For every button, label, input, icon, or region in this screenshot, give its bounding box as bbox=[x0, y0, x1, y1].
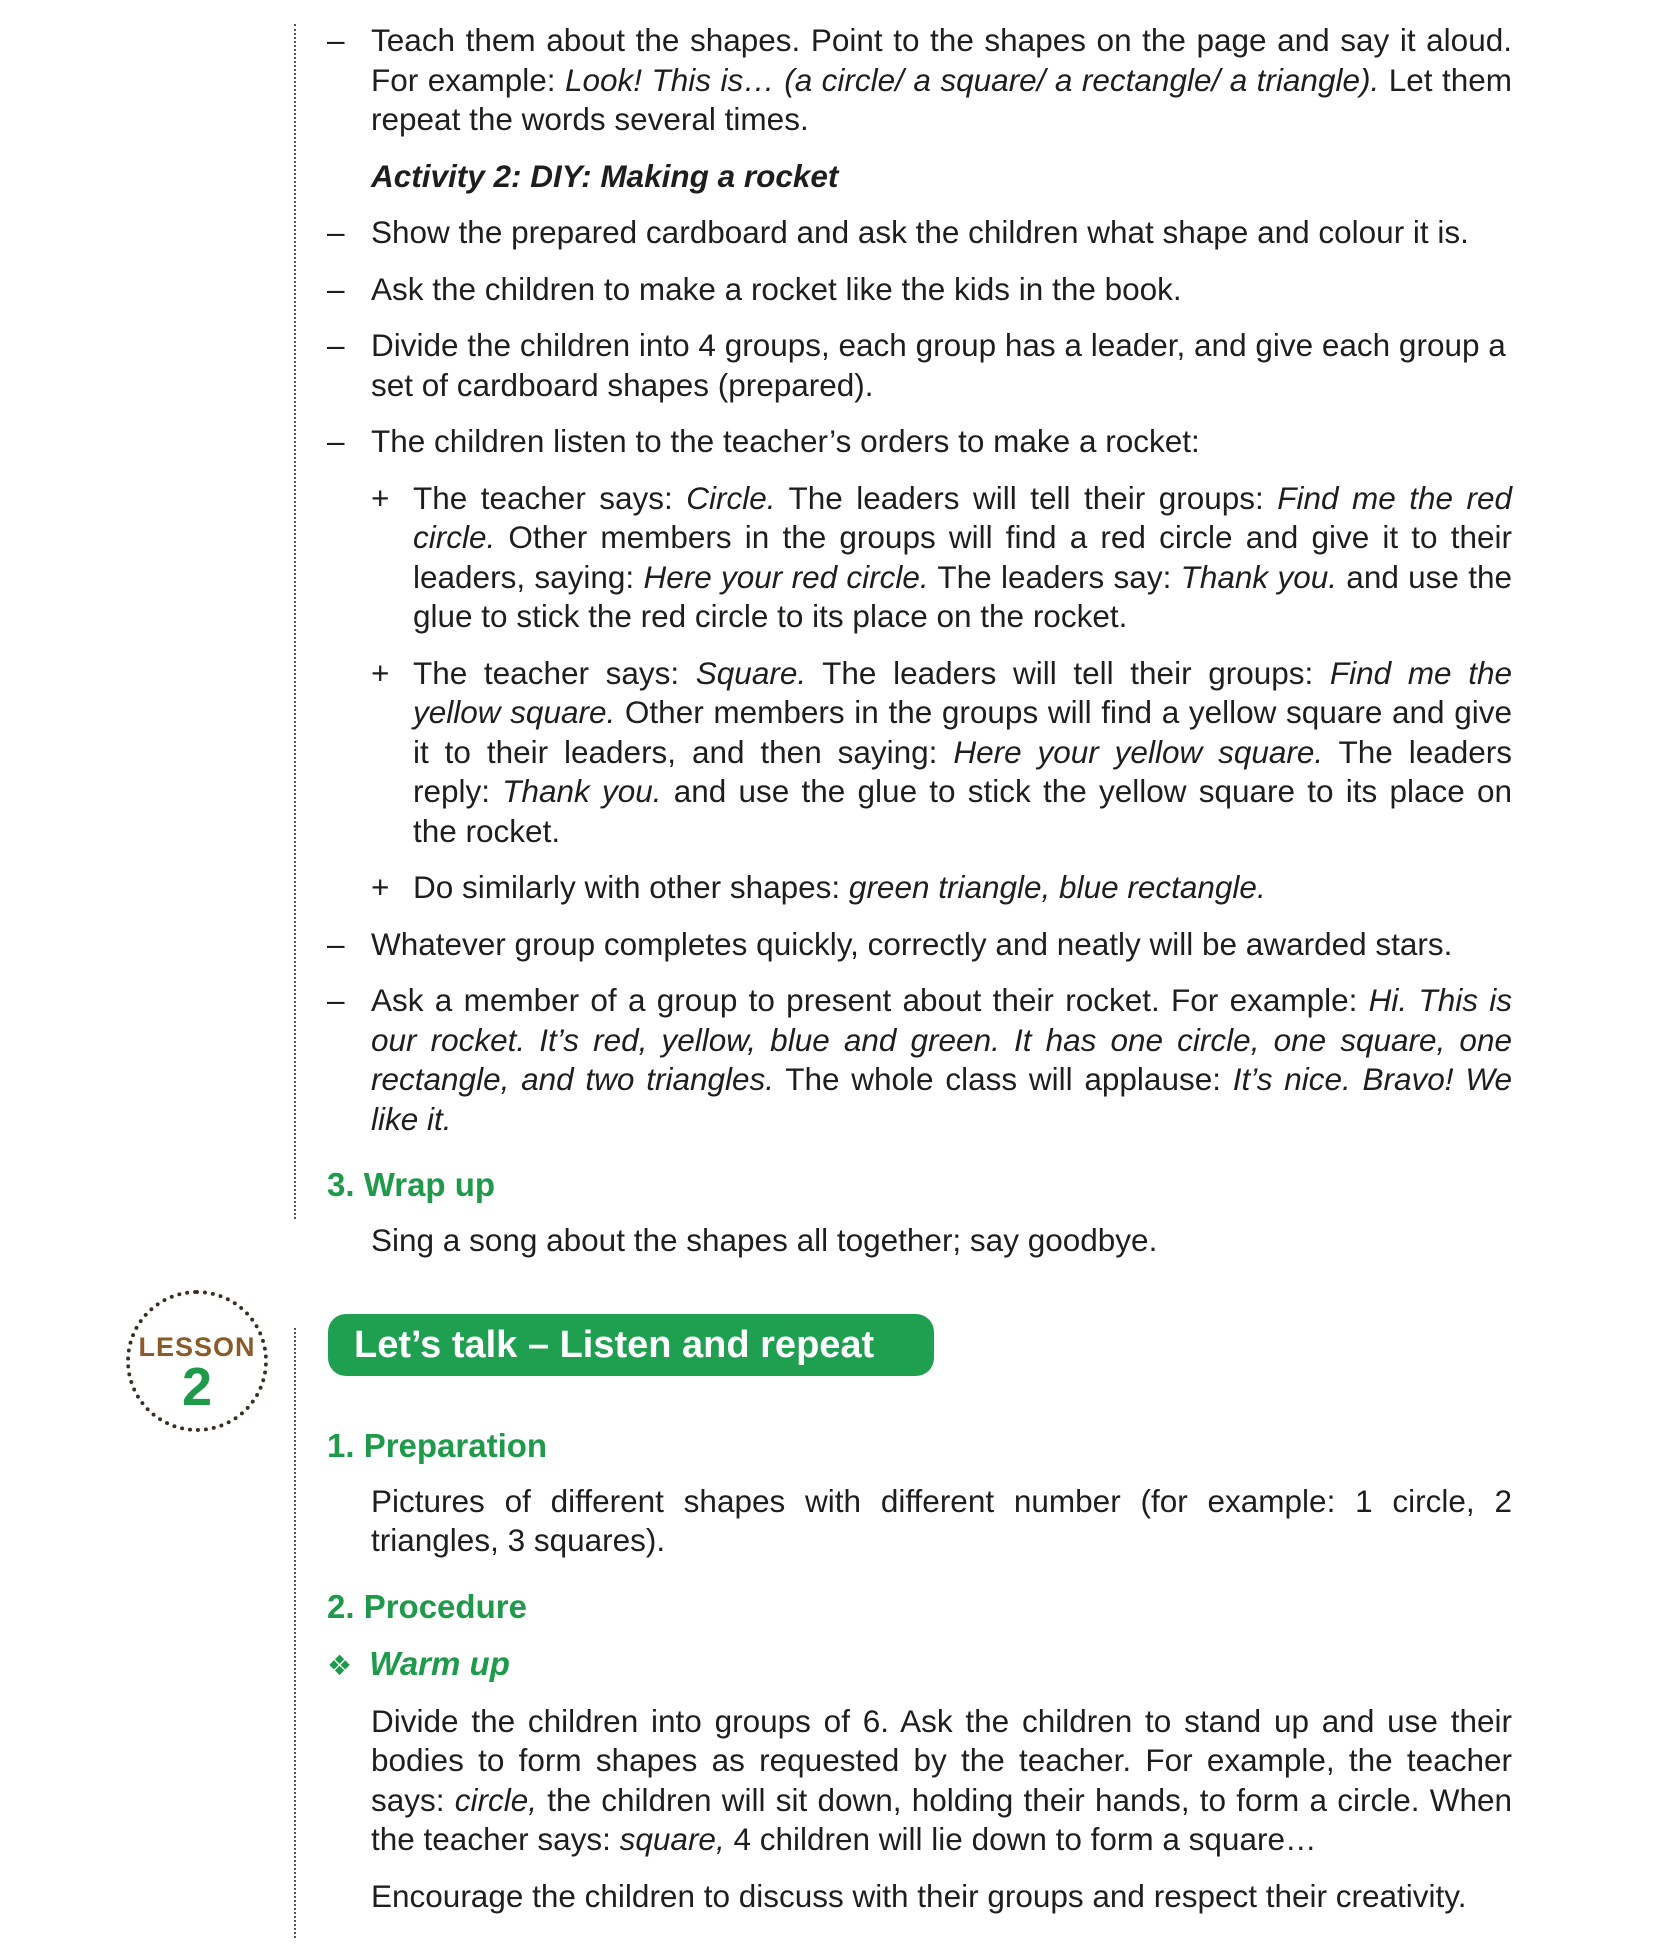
dash-marker: – bbox=[327, 270, 345, 307]
activity-section bbox=[327, 21, 1512, 1277]
margin-dotted-rule-top bbox=[294, 24, 296, 1219]
dash-marker: – bbox=[327, 327, 345, 363]
plus-marker: + bbox=[371, 654, 390, 691]
dash-marker: – bbox=[327, 214, 345, 250]
diamond-bullet-icon: ❖ bbox=[327, 1650, 353, 1681]
lesson-title-banner: Let’s talk – Listen and repeat bbox=[328, 1314, 934, 1376]
warm-up-paragraph: Divide the children into groups of 6. Ask the children to stand up and use their bodies to form shapes as requested by the teacher. For example, the teacher says: circle, the children will sit down, holding their hands, to form a circle. When the teacher says: square, 4 children will lie down to form a square… bbox=[371, 1702, 1513, 1857]
plus-marker: + bbox=[371, 869, 390, 905]
sub-list-item: + The teacher says: Square. The leaders will tell their groups: Find me the yellow square. Other members in the groups will find a yellow square and give it to their leaders, and then saying: Here your yellow square. The leaders reply: Thank you. and use the glue to stick the yellow square to its place on the rocket. bbox=[371, 654, 1513, 849]
list-item: – The children listen to the teacher’s orders to make a rocket: bbox=[327, 422, 1512, 462]
margin-dotted-rule-bottom bbox=[294, 1328, 296, 1938]
preparation-text: Pictures of different shapes with different number (for example: 1 circle, 2 triangles, 3 squares). bbox=[371, 1482, 1512, 1558]
lesson-badge bbox=[126, 1290, 268, 1432]
dash-marker: – bbox=[327, 22, 345, 58]
warm-up-paragraph: Encourage the children to discuss with their groups and respect their creativity. bbox=[371, 1877, 1467, 1914]
wrap-up-heading: 3. Wrap up bbox=[327, 1166, 496, 1203]
activity-title: Activity 2: DIY: Making a rocket bbox=[371, 157, 839, 194]
list-item: – Ask the children to make a rocket like the kids in the book. bbox=[327, 270, 1512, 310]
dash-marker: – bbox=[327, 925, 345, 962]
warm-up-heading: ❖ Warm up bbox=[327, 1645, 510, 1682]
list-item: – Divide the children into 4 groups, each group has a leader, and give each group a set of cardboard shapes (prepared). bbox=[327, 327, 1506, 403]
dash-marker: – bbox=[327, 423, 345, 459]
dash-marker: – bbox=[327, 982, 345, 1018]
wrap-up-text: Sing a song about the shapes all together; say goodbye. bbox=[371, 1221, 1158, 1258]
sub-list-item: + Do similarly with other shapes: green triangle, blue rectangle. bbox=[327, 868, 1512, 908]
list-item: – Whatever group completes quickly, correctly and neatly will be awarded stars. bbox=[327, 925, 1512, 965]
lesson-section bbox=[327, 1426, 1512, 1933]
sub-list-item: + The teacher says: Circle. The leaders will tell their groups: Find me the red circle. Other members in the groups will find a red circle and give it to their leaders, saying: Here your red circle. The leaders say: Thank you. and use the glue to stick the red circle to its place on the rocket. bbox=[371, 479, 1513, 634]
list-item: – Teach them about the shapes. Point to the shapes on the page and say it aloud. For example: Look! This is… (a circle/ a square/ a rectangle/ a triangle). Let them repeat the words several times. bbox=[327, 22, 1512, 137]
lesson-label: LESSON bbox=[138, 1332, 256, 1362]
plus-marker: + bbox=[371, 479, 390, 516]
preparation-heading: 1. Preparation bbox=[327, 1427, 548, 1464]
list-item: – Ask a member of a group to present about their rocket. For example: Hi. This is our rocket. It’s red, yellow, blue and green. It has one circle, one square, one rectangle, and two triangles. The whole class will applause: It’s nice. Bravo! We like it. bbox=[327, 982, 1513, 1137]
procedure-heading: 2. Procedure bbox=[327, 1587, 527, 1625]
lesson-number: 2 bbox=[181, 1357, 213, 1417]
list-item: – Show the prepared cardboard and ask the children what shape and colour it is. bbox=[327, 213, 1512, 253]
